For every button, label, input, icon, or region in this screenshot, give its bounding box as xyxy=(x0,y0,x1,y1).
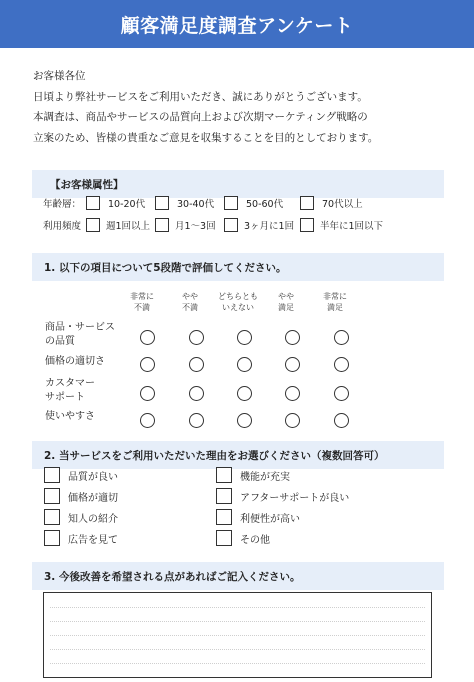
rating-radio[interactable] xyxy=(237,357,252,372)
rating-radio[interactable] xyxy=(140,386,155,401)
age-checkbox[interactable] xyxy=(300,196,314,210)
age-option-4[interactable] xyxy=(300,196,363,210)
age-checkbox[interactable] xyxy=(155,196,169,210)
scale-header-line: 不満 xyxy=(182,303,198,312)
rating-radio[interactable] xyxy=(285,330,300,345)
frequency-option-4[interactable] xyxy=(300,218,383,232)
reason-label: 価格が適切 xyxy=(68,492,118,504)
reason-checkbox[interactable] xyxy=(216,509,232,525)
rating-radio[interactable] xyxy=(140,357,155,372)
reason-option[interactable] xyxy=(44,467,118,483)
q1-title: 1. 以下の項目について5段階で評価してください。 xyxy=(44,261,287,274)
writing-line xyxy=(50,621,425,622)
reason-checkbox[interactable] xyxy=(216,467,232,483)
age-option-1[interactable] xyxy=(86,196,145,210)
frequency-option-1[interactable] xyxy=(86,218,150,232)
reason-label: 機能が充実 xyxy=(240,471,290,483)
age-row xyxy=(43,196,87,210)
rating-radio[interactable] xyxy=(285,357,300,372)
scale-header-line: やや xyxy=(278,292,294,301)
rating-item-line: カスタマー xyxy=(45,378,95,389)
reason-checkbox[interactable] xyxy=(44,488,60,504)
rating-radio[interactable] xyxy=(334,386,349,401)
rating-item-line: の品質 xyxy=(45,336,75,347)
frequency-option-2[interactable] xyxy=(155,218,216,232)
rating-radio[interactable] xyxy=(189,386,204,401)
reason-label: 品質が良い xyxy=(68,471,118,483)
scale-header-line: 非常に xyxy=(323,292,347,301)
q2-section-header xyxy=(32,441,444,469)
reason-checkbox[interactable] xyxy=(44,467,60,483)
reason-option[interactable] xyxy=(44,530,118,546)
page-header xyxy=(0,0,474,48)
scale-header-line: 非常に xyxy=(130,292,154,301)
scale-header-line: いえない xyxy=(222,303,254,312)
intro-line: 日頃より弊社サービスをご利用いただき、誠にありがとうございます。 xyxy=(33,90,368,103)
q2-title: 2. 当サービスをご利用いただいた理由をお選びください（複数回答可） xyxy=(44,449,385,462)
rating-radio[interactable] xyxy=(285,413,300,428)
age-option-label: 50-60代 xyxy=(246,199,284,210)
rating-radio[interactable] xyxy=(334,357,349,372)
age-option-label: 10-20代 xyxy=(108,199,146,210)
age-checkbox[interactable] xyxy=(224,196,238,210)
rating-item-line: 商品・サービス xyxy=(45,322,115,333)
q3-title: 3. 今後改善を希望される点があればご記入ください。 xyxy=(44,570,301,583)
scale-header-5 xyxy=(305,291,365,313)
reason-option[interactable] xyxy=(216,530,270,546)
frequency-option-label: 週1回以上 xyxy=(106,221,151,232)
scale-header-line: どちらとも xyxy=(218,292,258,301)
scale-header-line: 満足 xyxy=(278,303,294,312)
rating-item-label xyxy=(45,410,95,424)
frequency-option-3[interactable] xyxy=(224,218,294,232)
scale-header-line: 不満 xyxy=(134,303,150,312)
reason-checkbox[interactable] xyxy=(216,530,232,546)
reason-option[interactable] xyxy=(44,509,118,525)
frequency-checkbox[interactable] xyxy=(300,218,314,232)
attributes-section-header xyxy=(32,170,444,198)
intro-text xyxy=(33,66,378,148)
scale-header-line: 満足 xyxy=(327,303,343,312)
frequency-label: 利用頻度 xyxy=(43,221,82,232)
reason-option[interactable] xyxy=(44,488,118,504)
reason-label: アフターサポートが良い xyxy=(240,492,350,504)
rating-radio[interactable] xyxy=(189,413,204,428)
rating-item-label xyxy=(45,321,115,349)
frequency-option-label: 半年に1回以下 xyxy=(320,221,384,232)
writing-line xyxy=(50,663,425,664)
scale-header-line: やや xyxy=(182,292,198,301)
reason-option[interactable] xyxy=(216,467,290,483)
page-title: 顧客満足度調査アンケート xyxy=(120,14,354,37)
frequency-checkbox[interactable] xyxy=(86,218,100,232)
reason-option[interactable] xyxy=(216,509,300,525)
rating-radio[interactable] xyxy=(189,330,204,345)
reason-label: 利便性が高い xyxy=(240,513,300,525)
rating-item-line: 使いやすさ xyxy=(45,411,95,422)
age-option-label: 30-40代 xyxy=(177,199,215,210)
q3-section-header xyxy=(32,562,444,590)
rating-radio[interactable] xyxy=(334,330,349,345)
reason-checkbox[interactable] xyxy=(216,488,232,504)
rating-item-line: 価格の適切さ xyxy=(45,356,105,367)
reason-label: その他 xyxy=(240,534,270,546)
frequency-option-label: 月1〜3回 xyxy=(175,221,216,232)
rating-radio[interactable] xyxy=(237,386,252,401)
reason-label: 広告を見て xyxy=(68,534,118,546)
rating-radio[interactable] xyxy=(140,413,155,428)
rating-item-label xyxy=(45,377,95,405)
rating-radio[interactable] xyxy=(237,330,252,345)
writing-line xyxy=(50,635,425,636)
intro-line: 立案のため、皆様の貴重なご意見を収集することを目的としております。 xyxy=(33,131,379,144)
rating-radio[interactable] xyxy=(140,330,155,345)
rating-item-line: サポート xyxy=(45,392,85,403)
attributes-title: 【お客様属性】 xyxy=(50,178,124,191)
frequency-checkbox[interactable] xyxy=(224,218,238,232)
age-option-label: 70代以上 xyxy=(322,199,363,210)
frequency-option-label: 3ヶ月に1回 xyxy=(244,221,295,232)
writing-line xyxy=(50,607,425,608)
rating-radio[interactable] xyxy=(189,357,204,372)
age-label: 年齢層： xyxy=(43,199,82,210)
frequency-checkbox[interactable] xyxy=(155,218,169,232)
comment-textarea[interactable] xyxy=(43,592,432,678)
q1-section-header xyxy=(32,253,444,281)
age-checkbox[interactable] xyxy=(86,196,100,210)
rating-radio[interactable] xyxy=(237,413,252,428)
rating-item-label xyxy=(45,355,105,369)
reason-checkbox[interactable] xyxy=(44,509,60,525)
writing-line xyxy=(50,649,425,650)
reason-checkbox[interactable] xyxy=(44,530,60,546)
age-option-2[interactable] xyxy=(155,196,214,210)
rating-radio[interactable] xyxy=(334,413,349,428)
reason-option[interactable] xyxy=(216,488,349,504)
reason-label: 知人の紹介 xyxy=(68,513,118,525)
intro-line: 本調査は、商品やサービスの品質向上および次期マーケティング戦略の xyxy=(33,111,368,123)
rating-radio[interactable] xyxy=(285,386,300,401)
frequency-row xyxy=(43,218,87,232)
age-option-3[interactable] xyxy=(224,196,283,210)
intro-line: お客様各位 xyxy=(33,70,86,82)
